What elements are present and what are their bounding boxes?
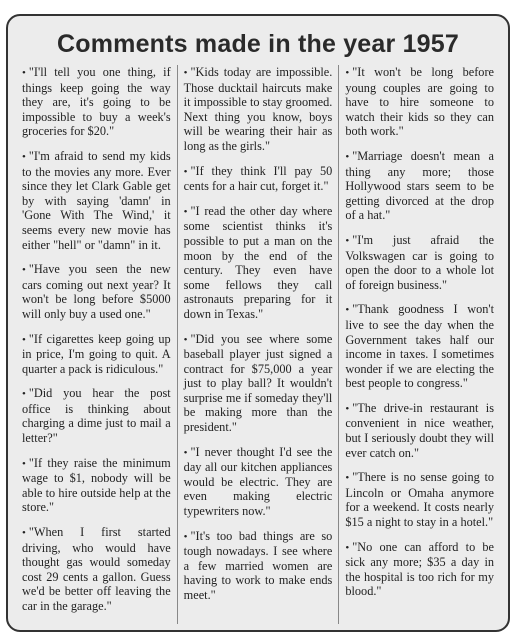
bullet-icon: • xyxy=(345,234,350,247)
bullet-icon: • xyxy=(22,388,26,401)
quote-text: "Have you seen the new cars coming out next year? It won't be long before $5000 will only buy a used one." xyxy=(22,262,171,321)
column-3 xyxy=(339,65,500,624)
quote-text: "If they think I'll pay 50 cents for a hair cut, forget it." xyxy=(183,163,333,194)
quote-item xyxy=(184,529,333,603)
column-1 xyxy=(16,65,178,624)
column-2 xyxy=(178,65,340,624)
quote-text: "Marriage doesn't mean a thing any more; those Hollywood stars seem to be getting divorced at the drop of a hat." xyxy=(345,148,495,223)
quote-item xyxy=(22,456,171,515)
quote-item xyxy=(184,332,333,435)
quote-item xyxy=(345,302,494,391)
quote-text: "It's too bad things are so tough nowadays. I see where a few married women are having to work to make ends meet." xyxy=(183,528,333,602)
columns xyxy=(8,65,508,624)
bullet-icon: • xyxy=(183,333,188,346)
quote-item xyxy=(184,445,333,519)
quote-item xyxy=(345,540,494,599)
quote-item xyxy=(22,332,171,377)
bullet-icon: • xyxy=(183,530,188,543)
quote-text: "I never thought I'd see the day all our kitchen appliances would be electric. They are even making electric typewriters now." xyxy=(183,444,333,519)
quote-item xyxy=(184,204,333,322)
newspaper-clipping xyxy=(6,14,510,632)
quote-text: "I read the other day where some scientist thinks it's possible to put a man on the moon by the end of the century. They even have some fellows they call astronauts preparing for it down in Texas." xyxy=(183,203,333,321)
bullet-icon: • xyxy=(345,402,350,415)
quote-text: "Kids today are impossible. Those ducktail haircuts make it impossible to stay groomed. Next thing you know, boys will be wearing their hair as long as the girls." xyxy=(183,65,333,153)
quote-text: "No one can afford to be sick any more; $35 a day in the hospital is too rich for my blood." xyxy=(345,539,495,599)
page-title: Comments made in the year 1957 xyxy=(57,30,459,58)
quote-text: "I'm just afraid the Volkswagen car is going to open the door to a whole lot of foreign business." xyxy=(345,232,495,292)
quote-item xyxy=(184,65,333,154)
bullet-icon: • xyxy=(22,457,26,470)
quote-text: "Did you hear the post office is thinking about charging a dime just to mail a letter?" xyxy=(22,386,171,446)
bullet-icon: • xyxy=(183,205,188,218)
quote-text: "The drive-in restaurant is convenient in nice weather, but I seriously doubt they will ever catch on." xyxy=(345,400,495,460)
bullet-icon: • xyxy=(183,446,188,459)
bullet-icon: • xyxy=(345,304,350,317)
quote-item xyxy=(345,401,494,460)
quote-item xyxy=(345,65,494,139)
quote-text: "If they raise the minimum wage to $1, nobody will be able to hire outside help at the store." xyxy=(22,455,171,515)
quote-item xyxy=(22,262,171,321)
bullet-icon: • xyxy=(345,541,350,554)
quote-item xyxy=(345,233,494,292)
quote-text: "Did you see where some baseball player just signed a contract for $75,000 a year just to play ball? It wouldn't surprise me if someday they'll be making more than the president." xyxy=(183,331,333,435)
bullet-icon: • xyxy=(345,67,350,79)
bullet-icon: • xyxy=(22,67,26,79)
quote-item xyxy=(345,470,494,529)
quote-text: "When I first started driving, who would have thought gas would someday cost 29 cents a gallon. Guess we'd be better off leaving the car in the garage." xyxy=(22,525,171,613)
quote-text: "I'm afraid to send my kids to the movies any more. Ever since they let Clark Gable get by with saying 'damn' in 'Gone With The Wind,' it seems every new movie has either "hell" or "damn" in it. xyxy=(22,148,171,252)
quote-item xyxy=(22,525,171,614)
bullet-icon: • xyxy=(183,67,188,79)
quote-text: "It won't be long before young couples are going to have to hire someone to watch their kids so they can both work." xyxy=(345,65,495,139)
quote-text: "If cigarettes keep going up in price, I'm going to quit. A quarter a pack is ridiculous." xyxy=(22,331,171,376)
quote-text: "Thank goodness I won't live to see the day when the Government takes half our income in taxes. I sometimes wonder if we are electing the best people to congress." xyxy=(345,302,495,391)
bullet-icon: • xyxy=(183,165,188,178)
quote-item xyxy=(184,164,333,194)
quote-item xyxy=(22,65,171,139)
quote-item xyxy=(22,149,171,252)
bullet-icon: • xyxy=(22,527,26,540)
quote-item xyxy=(22,386,171,445)
quote-text: "I'll tell you one thing, if things keep going the way they are, it's going to be impossible to buy a week's groceries for $20." xyxy=(22,65,171,139)
bullet-icon: • xyxy=(345,150,350,163)
bullet-icon: • xyxy=(22,150,26,163)
bullet-icon: • xyxy=(345,472,350,485)
quote-text: "There is no sense going to Lincoln or Omaha anymore for a weekend. It costs nearly $15 a night to stay in a hotel." xyxy=(345,470,495,530)
bullet-icon: • xyxy=(22,333,26,346)
bullet-icon: • xyxy=(22,264,26,277)
quote-item xyxy=(345,149,494,223)
